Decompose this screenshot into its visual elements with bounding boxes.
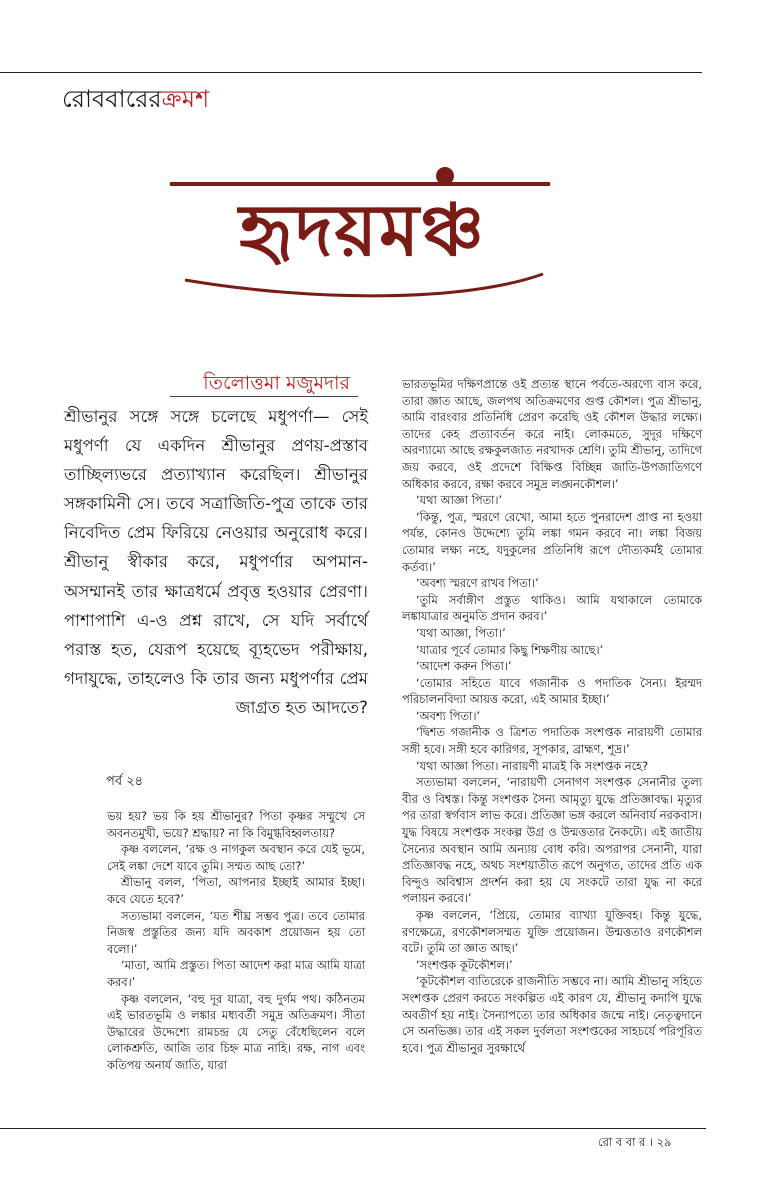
paragraph: কৃষ্ণ বললেন, ‘বহু দূর যাত্রা, বহু দুর্গম পথ। কঠিনতম এই ভারতভূমি ও লঙ্কার মধ্যবর্তী সমুদ্র অতিক্রমণ। সীতা উদ্ধারের উদ্দেশ্যে রামচন্দ্র যে সেতু বেঁধেছিলেন বলে লোকশ্রুতি, আজি তার চিহ্ন মাত্র নাহি। রক্ষ, নাগ এবং কতিপয় অনার্য জাতি, যারা: [107, 991, 365, 1072]
paragraph: ‘অবশ্য পিতা।’: [416, 708, 481, 723]
paragraph: ‘দ্বিশত গজানীক ও ত্রিশত পদাতিক সংশপ্তক নারায়ণী তোমার সঙ্গী হবে। সঙ্গী হবে কারিগর, সূপকার, ব্রাহ্মণ, শূদ্র।’: [402, 725, 702, 757]
paragraph: ভয় হয়? ভয় কি হয় শ্রীভানুর? পিতা কৃষ্ণর সম্মুখে সে অবনতমুখী, ভয়ে? শ্রদ্ধায়? না কি বিমুগ্ধবিহ্বলতায়?: [107, 809, 365, 840]
section-title-accent: ক্রমশ: [161, 85, 210, 113]
series-logo-text: হৃদয়মঞ্চ: [239, 188, 486, 272]
paragraph: ‘অবশ্য স্মরণে রাখব পিতা।’: [416, 576, 539, 591]
paragraph: ‘মাতা, আমি প্রস্তুত। পিতা আদেশ করা মাত্র আমি যাত্রা করব।’: [107, 958, 365, 989]
author-rule: [170, 396, 358, 397]
lead-text: শ্রীভানুর সঙ্গে সঙ্গে চলেছে মধুপর্ণা— সেই মধুপর্ণা যে একদিন শ্রীভানুর প্রণয়-প্রস্তাব তাচ্ছিল্যভরে প্রত্যাখ্যান করেছিল। শ্রীভানুর সঙ্গকামিনী সে। তবে সত্রাজিতি-পুত্র তাকে তার নিবেদিত প্রেম ফিরিয়ে নেওয়ার অনুরোধ করে। শ্রীভানু স্বীকার করে, মধুপর্ণার অপমান-অসম্মানই তার ক্ষাত্রধর্মে প্রবৃত্ত হওয়ার প্রেরণা। পাশাপাশি এ-ও প্রশ্ন রাখে, সে যদি সর্বার্থে পরাস্ত হত, যেরূপ হয়েছে ব্যূহভেদ পরীক্ষায়, গদাযুদ্ধে, তাহলেও কি তার জন্য মধুপর্ণার প্রেম জাগ্রত হত আদতে?: [64, 407, 368, 717]
section-title: [62, 84, 209, 114]
paragraph: ‘আদেশ করুন পিতা।’: [416, 659, 512, 674]
top-rule: [0, 72, 702, 73]
paragraph: কৃষ্ণ বললেন, ‘রক্ষ ও নাগকুল অবস্থান করে যেই ভূমে, সেই লঙ্কা দেশে যাবে তুমি। সম্মত আছ তো?’: [107, 842, 365, 873]
lead-paragraph: [64, 402, 368, 722]
paragraph: ‘তোমার সহিতে যাবে গজানীক ও পদাতিক সৈন্য। ইরম্মদ পরিচালনবিদ্যা আয়ত্ত করো, এই আমার ইচ্ছা।’: [402, 675, 702, 707]
paragraph: ‘যথা আজ্ঞা পিতা।’: [416, 493, 503, 508]
episode-number: পর্ব ২৪: [106, 774, 144, 789]
paragraph: ‘যাত্রার পূর্বে তোমার কিছু শিক্ষণীয় আছে।’: [416, 642, 604, 657]
paragraph: ‘যথা আজ্ঞা পিতা। নারায়ণী মাত্রই কি সংশপ্তক নহে?: [416, 758, 649, 773]
paragraph: সত্যভামা বললেন, ‘নারায়ণী সেনাগণ সংশপ্তক সেনানীর তুল্য বীর ও বিশ্বস্ত। কিন্তু সংশপ্তক সৈন্য আমৃত্যু যুদ্ধে প্রতিজ্ঞাবদ্ধ। মৃত্যুর পর তারা স্বর্গবাস লাভ করে। প্রতিজ্ঞা ভঙ্গ করলে অনিবার্য নরকবাস। যুদ্ধ বিষয়ে সংশপ্তক সংকল্প উগ্র ও উন্মত্ততার নৈকট্যে। এই জাতীয় সৈন্যের অবস্থান আমি অন্যায় বোধ করি। অপরাপর সেনানী, যারা প্রতিজ্ঞাবদ্ধ নহে, অথচ সংশয়াতীত রূপে অনুগত, তাদের প্রতি এক বিন্দুও অবিশ্বাস প্রদর্শন করা হয় যে সংকটে তারা যুদ্ধ না করে পলায়ন করবে।’: [402, 775, 702, 906]
series-logo: [165, 162, 560, 302]
bottom-rule: [0, 1128, 706, 1129]
column-left: [107, 808, 365, 1074]
paragraph: ভারতভূমির দক্ষিণপ্রান্তে ওই প্রত্যন্ত স্থানে পর্বতে-অরণ্যে বাস করে, তারা জ্ঞাত আছে, জলপথ অতিক্রমণের গুপ্ত কৌশল। পুত্র শ্রীভানু, আমি বারংবার প্রতিনিধি প্রেরণ করেছি ওই কৌশল উদ্ধার লক্ষ্যে। তাদের কেহ প্রত্যাবর্তন করে নাই। লোকমতে, সুদূর দক্ষিণে অরণ্যাম্যে আছে রক্ষকুলজাত নরখাদক শ্রেণি। তুমি শ্রীভানু, তাদিগে জয় করবে, ওই প্রদেশে বিক্ষিপ্ত বিচ্ছিন্ন জাতি-উপজাতিগণে অধিকার করবে, রক্ষা করবে সমুদ্র লঙ্ঘনকৌশল।’: [402, 377, 702, 491]
paragraph: ‘কূটকৌশল ব্যতিরেকে রাজনীতি সম্ভবে না। আমি শ্রীভানু সহিতে সংশপ্তক প্রেরণ করতে সংকল্পিত এই কারণ যে, শ্রীভানু কদাপি যুদ্ধে অবতীর্ণ হয় নাই। সৈন্যাপত্যে তার অধিকার জন্মে নাই। নেতৃত্বদানে সে অনভিজ্ঞ। তার এই সকল দুর্বলতা সংশপ্তকের সাহচর্যে পরিপূরিত হবে। পুত্র শ্রীভানুর সুরক্ষার্থে: [402, 974, 702, 1055]
paragraph: ‘তুমি সর্বাঙ্গীণ প্রস্তুত থাকিও। আমি যথাকালে তোমাকে লঙ্কাযাত্রার অনুমতি প্রদান করব।’: [402, 592, 702, 624]
page-footer: রো ব বা র । ২৯: [598, 1135, 672, 1149]
paragraph: ‘কিন্তু, পুত্র, স্মরণে রেখো, আমা হতে পুনরাদেশ প্রাপ্ত না হওয়া পর্যন্ত, কোনও উদ্দেশ্যে তুমি লঙ্কা গমন করবে না। লঙ্কা বিজয় তোমার লক্ষ্য নহে, যদুকুলের প্রতিনিধি রূপে দৌত্যকর্মই তোমার কর্তব্য।’: [402, 509, 702, 574]
paragraph: সত্যভামা বললেন, ‘যত শীঘ্র সম্ভব পুত্র। তবে তোমার নিজস্ব প্রস্তুতির জন্য যদি অবকাশ প্রয়োজন হয় তো বলো।’: [107, 908, 365, 956]
column-right: [402, 376, 702, 1056]
paragraph: ‘যথা আজ্ঞা, পিতা।’: [416, 625, 506, 640]
paragraph: কৃষ্ণ বললেন, ‘প্রিয়ে, তোমার ব্যাখ্যা যুক্তিবহ। কিন্তু যুদ্ধে, রণক্ষেত্রে, রণকৌশলসম্মত যুক্তি প্রয়োজন। উন্মত্ততাও রণকৌশল বটে। তুমি তা জ্ঞাত আছ।’: [402, 908, 702, 956]
author-name: তিলোত্তমা মজুমদার: [203, 372, 350, 394]
section-title-plain: রোববারের: [62, 85, 162, 113]
paragraph: ‘সংশপ্তক কূটকৌশল।’: [416, 957, 513, 972]
paragraph: শ্রীভানু বলল, ‘পিতা, আপনার ইচ্ছাই আমার ইচ্ছা। কবে যেতে হবে?’: [107, 875, 365, 906]
